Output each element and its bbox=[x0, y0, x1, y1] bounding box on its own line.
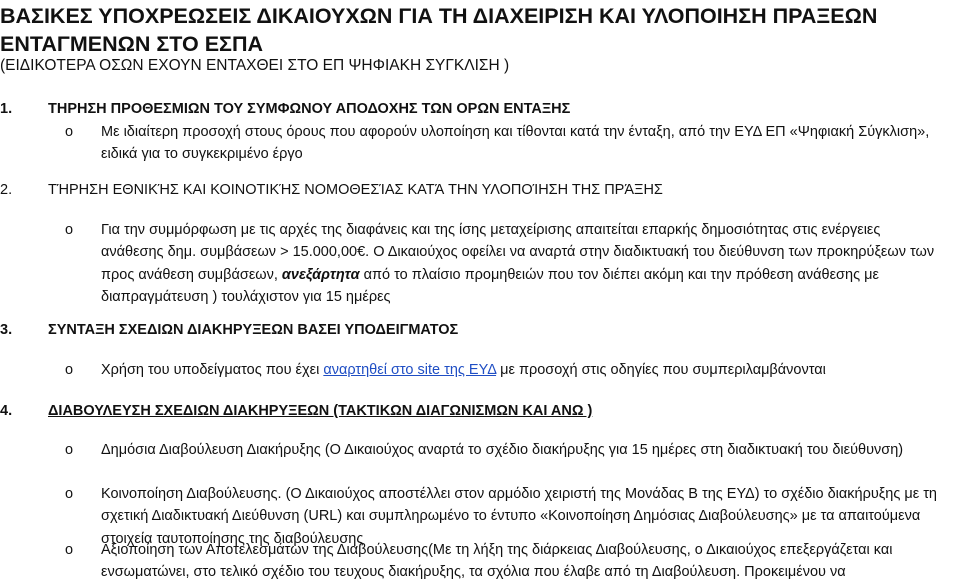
section-2-bullet-1 bbox=[65, 219, 945, 308]
document-subtitle: (ΕΙΔΙΚΟΤΕΡΑ ΟΣΩΝ ΕΧΟΥΝ ΕΝΤΑΧΘΕΙ ΣΤΟ ΕΠ ΨΗΦΙΑΚΗ ΣΥΓΚΛΙΣΗ ) bbox=[0, 57, 510, 74]
section-number: 2. bbox=[0, 182, 13, 198]
section-3-bullet-1 bbox=[65, 359, 945, 381]
section-number: 3. bbox=[0, 322, 13, 338]
bullet-mark: o bbox=[65, 124, 74, 140]
bullet-text-part: με προσοχή στις οδηγίες που συμπεριλαμβάνονται bbox=[496, 362, 826, 378]
eyd-site-link[interactable]: αναρτηθεί στο site της ΕΥΔ bbox=[323, 362, 497, 378]
section-4-heading bbox=[0, 401, 592, 421]
bullet-text-part: από το πλαίσιο προμηθειών που τον διέπει ακόμη και την πρόθεση ανάθεσης με διαπραγμάτευση ) τουλάχιστον για 15 ημέρες bbox=[101, 266, 879, 305]
bullet-text-part: Χρήση του υποδείγματος που έχει bbox=[101, 362, 324, 378]
section-title: ΤΗΡΗΣΗ ΠΡΟΘΕΣΜΙΩΝ ΤΟΥ ΣΥΜΦΩΝΟΥ ΑΠΟΔΟΧΗΣ ΤΩΝ ΟΡΩΝ ΕΝΤΑΞΗΣ bbox=[48, 101, 571, 117]
document-title: ΒΑΣΙΚΕΣ ΥΠΟΧΡΕΩΣΕΙΣ ΔΙΚΑΙΟΥΧΩΝ ΓΙΑ ΤΗ ΔΙΑΧΕΙΡΙΣΗ ΚΑΙ ΥΛΟΠΟΙΗΣΗ ΠΡΑΞΕΩΝ ΕΝΤΑΓΜΕΝΩΝ ΣΤΟ ΕΣΠΑ bbox=[0, 4, 878, 56]
section-number: 4. bbox=[0, 403, 13, 419]
section-4-bullet-3 bbox=[65, 539, 945, 584]
bullet-mark: o bbox=[65, 442, 74, 458]
section-title: ΣΥΝΤΑΞΗ ΣΧΕΔΙΩΝ ΔΙΑΚΗΡΥΞΕΩΝ ΒΑΣΕΙ ΥΠΟΔΕΙΓΜΑΤΟΣ bbox=[48, 322, 459, 338]
bullet-text: Κοινοποίηση Διαβούλευσης. (Ο Δικαιούχος αποστέλλει στον αρμόδιο χειριστή της Μονάδας Β της ΕΥΔ) το σχέδιο διακήρυξης με τη σχετική Διαδικτυακή Διεύθυνση (URL) και συμπληρωμένο το έντυπο «Κοινοποίηση Δημόσιας Διαβούλευσης» με τα απαιτούμενα στοιχεία ταυτοποίησης της διαβούλευσης bbox=[101, 486, 937, 547]
bullet-mark: o bbox=[65, 542, 74, 558]
bullet-mark: o bbox=[65, 362, 74, 378]
bullet-mark: o bbox=[65, 222, 74, 238]
bullet-text: Δημόσια Διαβούλευση Διακήρυξης (Ο Δικαιούχος αναρτά το σχέδιο διακήρυξης για 15 ημέρες στη διαδικτυακή του διεύθυνση) bbox=[101, 442, 904, 458]
section-title: ΤΉΡΗΣΗ ΕΘΝΙΚΉΣ ΚΑΙ ΚΟΙΝΟΤΙΚΉΣ ΝΟΜΟΘΕΣΊΑΣ ΚΑΤΆ ΤΗΝ ΥΛΟΠΟΊΗΣΗ ΤΗΣ ΠΡΆΞΗΣ bbox=[48, 182, 663, 198]
bullet-mark: o bbox=[65, 486, 74, 502]
bullet-text bbox=[101, 359, 945, 381]
section-4-bullet-1 bbox=[65, 439, 945, 461]
bullet-text: Με ιδιαίτερη προσοχή στους όρους που αφορούν υλοποίηση και τίθονται κατά την ένταξη, από την ΕΥΔ ΕΠ «Ψηφιακή Σύγκλιση», ειδικά για το συγκεκριμένο έργο bbox=[101, 124, 930, 163]
bullet-text: Αξιοποίηση των Αποτελεσμάτων της Διαβούλευσης(Με τη λήξη της διάρκειας Διαβούλευσης, ο Δικαιούχος επεξεργάζεται και ενσωματώνει, στο τελικό σχέδιο του τευχους διακήρυξης, τα σχόλια που έλαβε από τη Διαβούλευση. Προκειμένου να bbox=[101, 542, 893, 581]
section-1-bullet-1 bbox=[65, 121, 945, 166]
bullet-text-part: Για την συμμόρφωση με τις αρχές της διαφάνεις και της ίσης μεταχείρισης απαιτείται επαρκής δημοσιότητας στις ενέργειες ανάθεσης δημ. συμβάσεων > 15.000,00€. Ο Δικαιούχος οφείλει να αναρτά στην διαδικτυακή του διεύθυνση των προκηρύξεων των προς ανάθεση συμβάσεων, bbox=[101, 222, 935, 283]
section-2-heading bbox=[0, 180, 663, 200]
bullet-text bbox=[101, 219, 945, 308]
section-number: 1. bbox=[0, 101, 13, 117]
section-1-heading bbox=[0, 99, 570, 119]
section-title: ΔΙΑΒΟΥΛΕΥΣΗ ΣΧΕΔΙΩΝ ΔΙΑΚΗΡΥΞΕΩΝ (ΤΑΚΤΙΚΩΝ ΔΙΑΓΩΝΙΣΜΩΝ ΚΑΙ ΑΝΩ ) bbox=[48, 403, 593, 419]
emphasis-text: ανεξάρτητα bbox=[281, 266, 360, 283]
section-3-heading bbox=[0, 320, 458, 340]
